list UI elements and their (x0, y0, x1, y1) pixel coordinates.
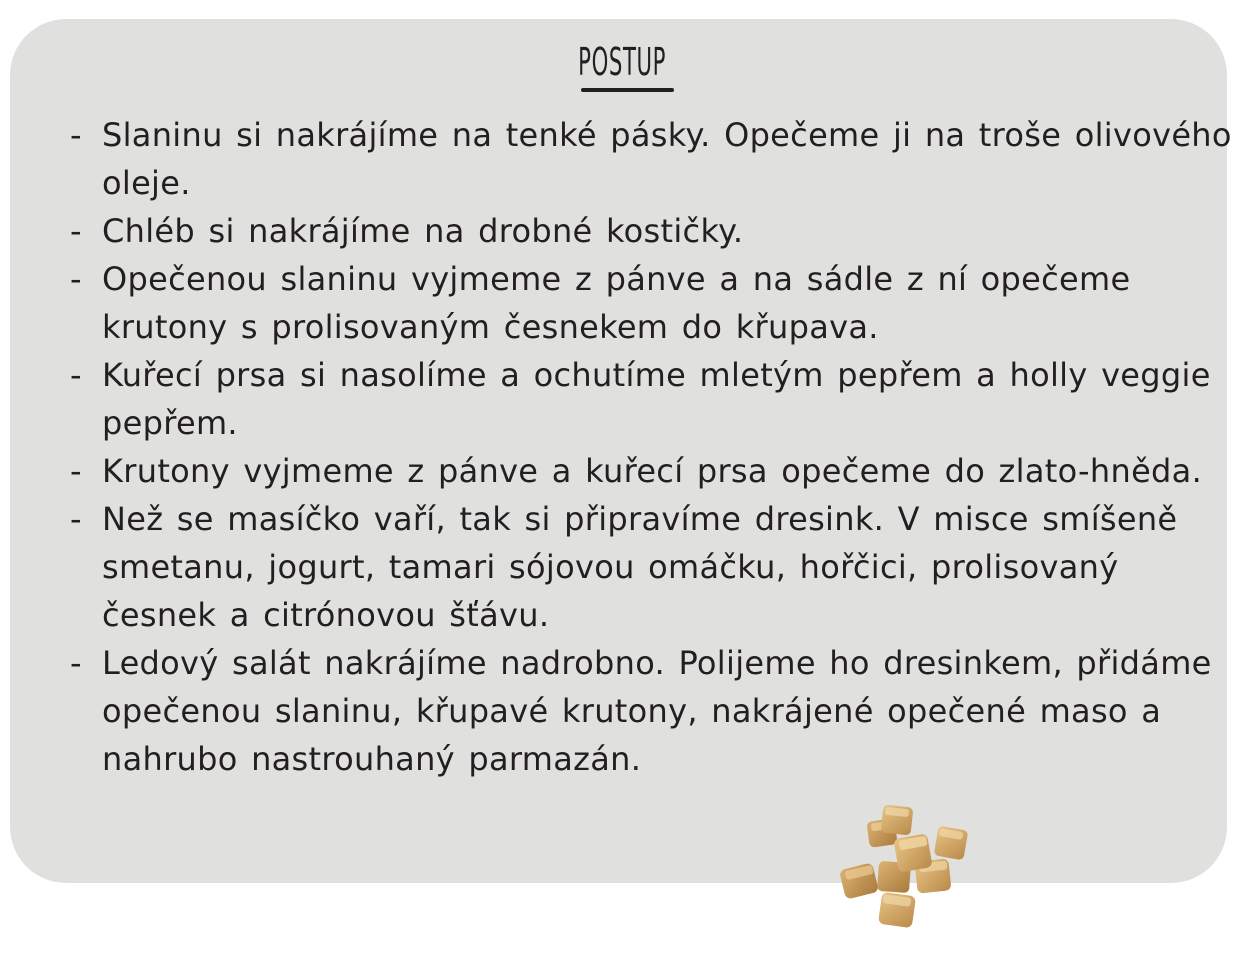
bullet-dash: - (70, 500, 82, 538)
crouton (934, 826, 969, 861)
bullet-dash: - (70, 116, 82, 154)
step-item (62, 207, 1232, 255)
steps-list (62, 111, 1232, 783)
step-text: Slaninu si nakrájíme na tenké pásky. Opečeme ji na troše olivového oleje. (102, 116, 1232, 202)
crouton (881, 805, 914, 836)
step-item (62, 447, 1232, 495)
step-item (62, 639, 1232, 783)
crouton (878, 892, 916, 928)
crouton (893, 833, 932, 872)
step-item (62, 255, 1232, 351)
croutons-image (838, 800, 973, 935)
step-text: Ledový salát nakrájíme nadrobno. Polijeme ho dresinkem, přidáme opečenou slaninu, křupavé krutony, nakrájené opečené maso a nahrubo nastrouhaný parmazán. (102, 644, 1212, 778)
crouton (839, 862, 879, 899)
step-item (62, 495, 1232, 639)
bullet-dash: - (70, 212, 82, 250)
bullet-dash: - (70, 644, 82, 682)
step-text: Kuřecí prsa si nasolíme a ochutíme mletým pepřem a holly veggie pepřem. (102, 356, 1211, 442)
bullet-dash: - (70, 260, 82, 298)
step-item (62, 111, 1232, 207)
bullet-dash: - (70, 452, 82, 490)
step-text: Než se masíčko vaří, tak si připravíme dresink. V misce smíšeně smetanu, jogurt, tamari sójovou omáčku, hořčici, prolisovaný česnek a citrónovou šťávu. (102, 500, 1178, 634)
step-text: Opečenou slaninu vyjmeme z pánve a na sádle z ní opečeme krutony s prolisovaným česnekem do křupava. (102, 260, 1131, 346)
bullet-dash: - (70, 356, 82, 394)
step-text: Chléb si nakrájíme na drobné kostičky. (102, 212, 744, 250)
step-item (62, 351, 1232, 447)
section-title: POSTUP (578, 40, 667, 84)
title-underline (581, 88, 674, 92)
step-text: Krutony vyjmeme z pánve a kuřecí prsa opečeme do zlato-hněda. (102, 452, 1203, 490)
